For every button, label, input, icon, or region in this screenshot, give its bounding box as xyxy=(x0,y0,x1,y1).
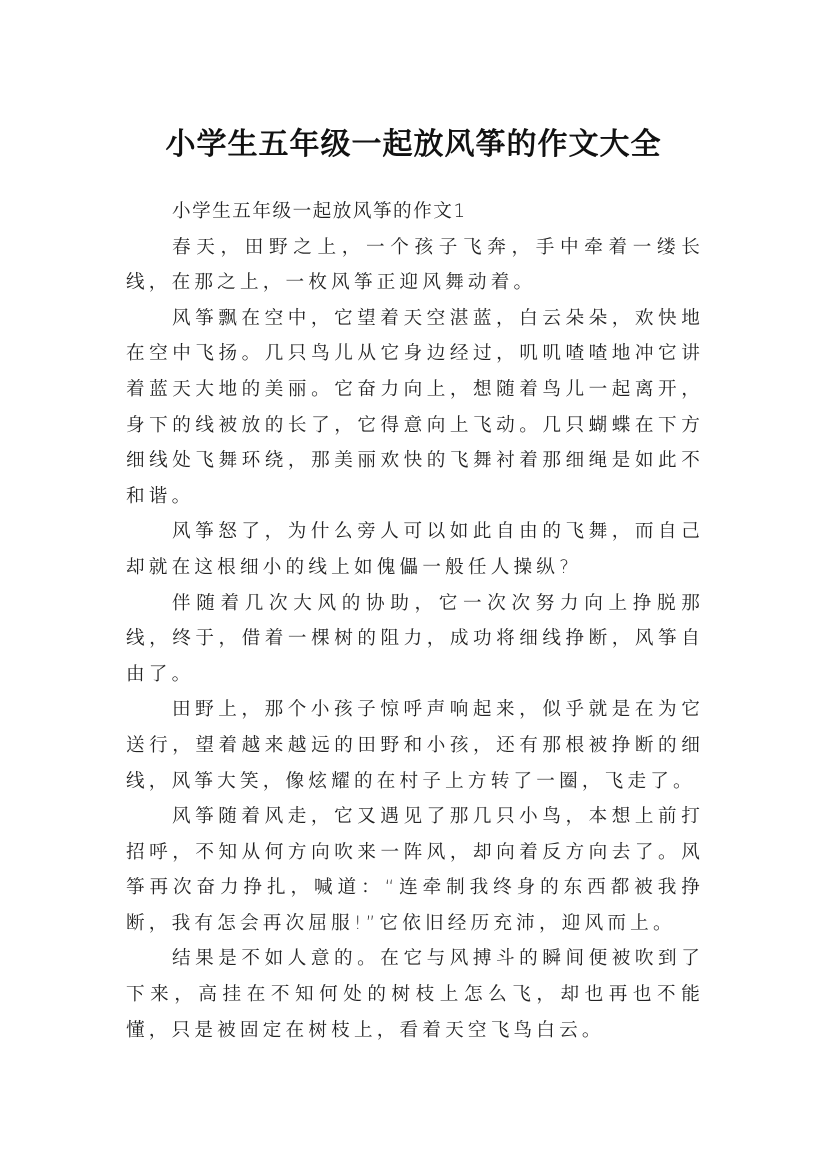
paragraph: 结果是不如人意的。在它与风搏斗的瞬间便被吹到了下来，高挂在不知何处的树枝上怎么飞，却也再也不能懂，只是被固定在树枝上，看着天空飞鸟白云。 xyxy=(126,948,704,1041)
paragraph: 风筝飘在空中，它望着天空湛蓝，白云朵朵，欢快地在空中飞扬。几只鸟儿从它身边经过，叽叽喳喳地冲它讲着蓝天大地的美丽。它奋力向上，想随着鸟儿一起离开，身下的线被放的长了，它得意向上飞动。几只蝴蝶在下方细线处飞舞环绕，那美丽欢快的飞舞衬着那细绳是如此不和谐。 xyxy=(126,307,704,507)
paragraph: 春天，田野之上，一个孩子飞奔，手中牵着一缕长线，在那之上，一枚风筝正迎风舞动着。 xyxy=(126,236,704,294)
paragraph: 田野上，那个小孩子惊呼声响起来，似乎就是在为它送行，望着越来越远的田野和小孩，还有那根被挣断的细线，风筝大笑，像炫耀的在村子上方转了一圈，飞走了。 xyxy=(126,699,704,792)
paragraph: 伴随着几次大风的协助，它一次次努力向上挣脱那线，终于，借着一棵树的阻力，成功将细线挣断，风筝自由了。 xyxy=(126,592,704,685)
article-body xyxy=(126,194,704,1048)
page-title: 小学生五年级一起放风筝的作文大全 xyxy=(165,127,662,163)
section-heading: 小学生五年级一起放风筝的作文1 xyxy=(172,201,467,222)
paragraph: 风筝怒了，为什么旁人可以如此自由的飞舞，而自己却就在这根细小的线上如傀儡一般任人操纵? xyxy=(126,521,704,578)
paragraph: 风筝随着风走，它又遇见了那几只小鸟，本想上前打招呼，不知从何方向吹来一阵风，却向着反方向去了。风筝再次奋力挣扎，喊道：“连牵制我终身的东西都被我挣断，我有怎会再次屈服!”它依旧经历充沛，迎风而上。 xyxy=(126,806,704,934)
